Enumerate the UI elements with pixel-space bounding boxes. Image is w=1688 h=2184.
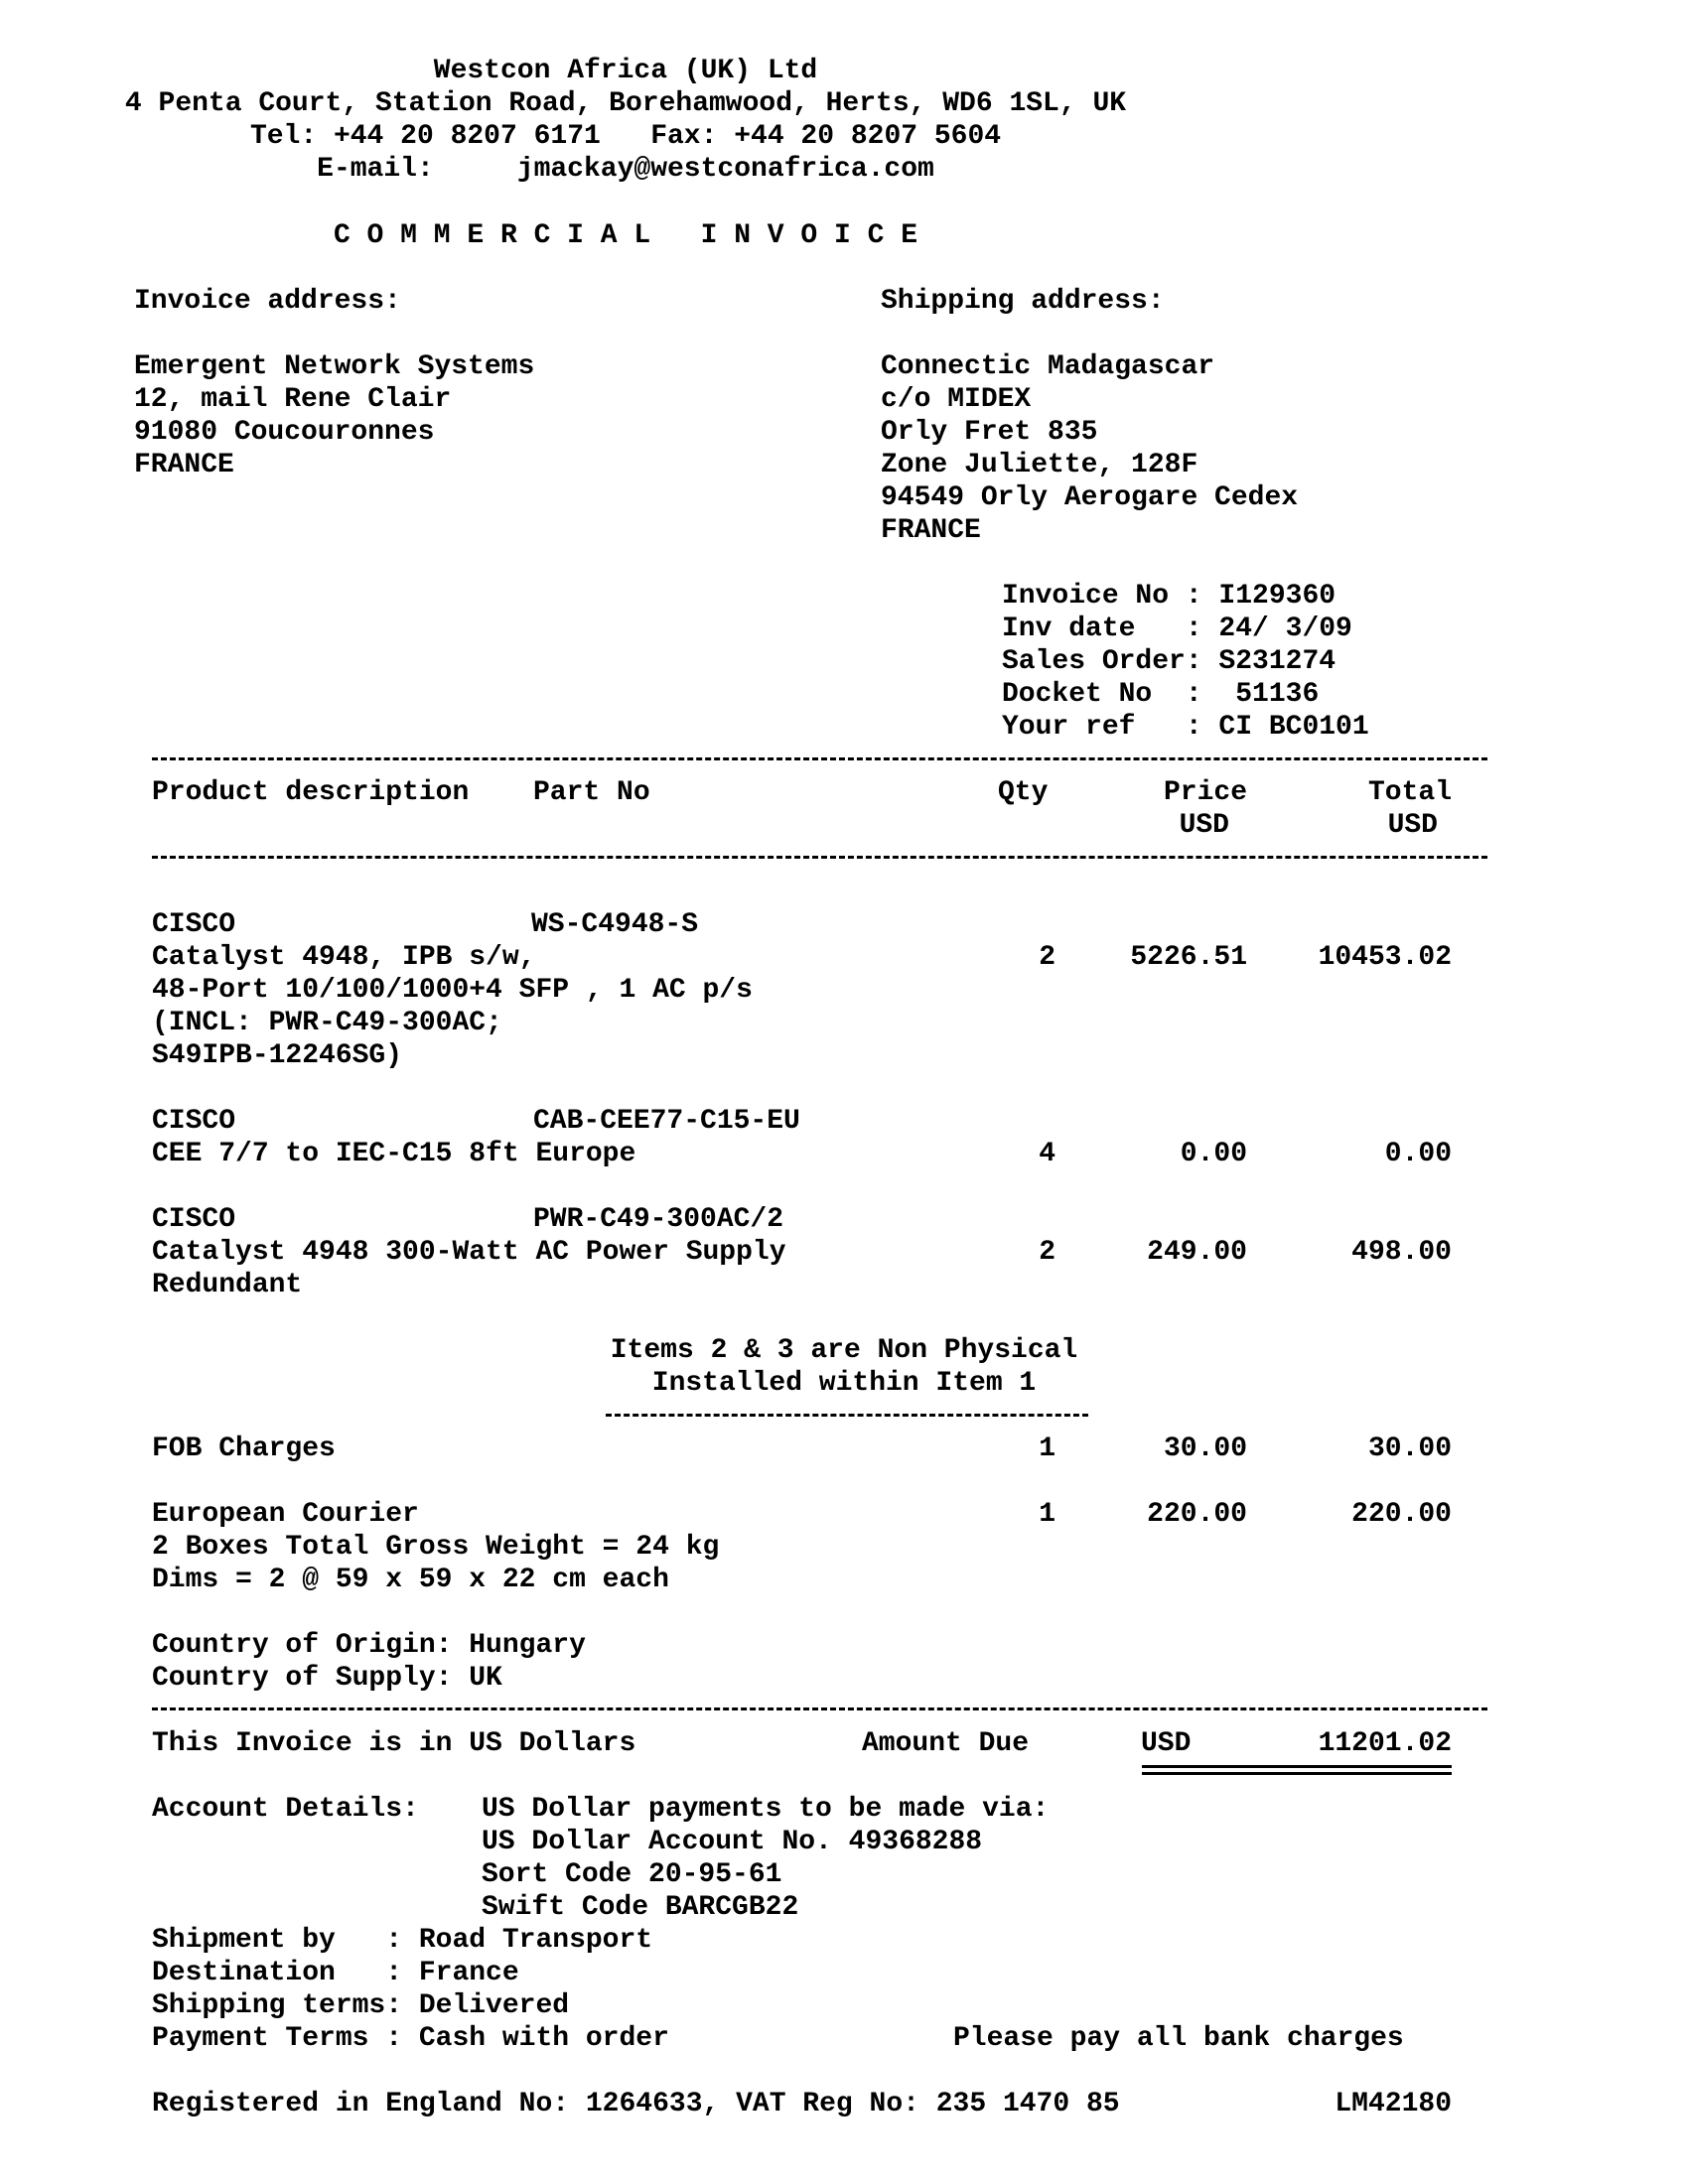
- shipping-terms: Shipping terms: Delivered: [152, 1990, 570, 2021]
- item-brand: CISCO: [152, 1204, 236, 1235]
- item-part-number: PWR-C49-300AC/2: [533, 1204, 784, 1235]
- amount-due-value: 11201.02: [1318, 1728, 1452, 1759]
- item-price: 249.00: [1147, 1237, 1247, 1268]
- sales-order: Sales Order: S231274: [1002, 646, 1336, 677]
- column-header-price-unit: USD: [1179, 810, 1229, 841]
- invoice-address-line: 12, mail Rene Clair: [134, 384, 452, 415]
- account-detail-line: Swift Code BARCGB22: [482, 1892, 799, 1923]
- item-brand: CISCO: [152, 909, 236, 940]
- item-brand: CISCO: [152, 1106, 236, 1137]
- column-header-total-unit: USD: [1387, 810, 1438, 841]
- item-detail-line: 48-Port 10/100/1000+4 SFP , 1 AC p/s: [152, 975, 753, 1006]
- item-total: 0.00: [1384, 1139, 1452, 1169]
- item-part-number: WS-C4948-S: [531, 909, 699, 940]
- amount-due-label: Amount Due: [862, 1728, 1030, 1759]
- charge-total: 220.00: [1351, 1499, 1452, 1530]
- account-detail-line: US Dollar payments to be made via:: [482, 1794, 1050, 1825]
- charge-qty: 1: [1039, 1499, 1055, 1530]
- charge-qty: 1: [1039, 1433, 1055, 1464]
- company-phones: Tel: +44 20 8207 6171 Fax: +44 20 8207 5604: [249, 121, 1002, 152]
- charge-total: 30.00: [1367, 1433, 1452, 1464]
- invoice-number: Invoice No : I129360: [1002, 581, 1336, 612]
- docket-number: Docket No : 51136: [1002, 679, 1320, 710]
- destination: Destination : France: [152, 1958, 519, 1988]
- account-detail-line: US Dollar Account No. 49368288: [482, 1827, 983, 1857]
- column-header-description: Product description: [152, 777, 470, 808]
- account-detail-line: Sort Code 20-95-61: [482, 1859, 782, 1890]
- document-title: C O M M E R C I A L I N V O I C E: [333, 220, 918, 251]
- your-ref: Your ref : CI BC0101: [1002, 712, 1369, 743]
- shipping-address-line: Connectic Madagascar: [881, 351, 1215, 382]
- column-header-price: Price: [1163, 777, 1247, 808]
- registration-info: Registered in England No: 1264633, VAT Reg No: 235 1470 85: [152, 2089, 1120, 2119]
- item-qty: 2: [1039, 942, 1055, 973]
- item-detail-line: (INCL: PWR-C49-300AC;: [152, 1008, 502, 1038]
- note-underline: [606, 1414, 1088, 1417]
- item-detail-line: Redundant: [152, 1270, 303, 1300]
- column-header-total: Total: [1367, 777, 1452, 808]
- invoice-address-heading: Invoice address:: [134, 286, 401, 317]
- invoice-address-line: 91080 Coucouronnes: [134, 417, 435, 448]
- charge-detail-line: 2 Boxes Total Gross Weight = 24 kg: [152, 1532, 720, 1563]
- bank-charges-note: Please pay all bank charges: [953, 2023, 1404, 2054]
- company-email: E-mail: jmackay@westconafrica.com: [317, 154, 934, 185]
- shipping-address-line: Zone Juliette, 128F: [881, 450, 1198, 480]
- company-address: 4 Penta Court, Station Road, Borehamwood, Herts, WD6 1SL, UK: [124, 88, 1127, 119]
- invoice-date: Inv date : 24/ 3/09: [1002, 614, 1352, 644]
- charge-price: 30.00: [1163, 1433, 1247, 1464]
- shipment-by: Shipment by : Road Transport: [152, 1925, 653, 1956]
- item-price: 5226.51: [1130, 942, 1247, 973]
- account-details-label: Account Details:: [152, 1794, 419, 1825]
- item-price: 0.00: [1180, 1139, 1247, 1169]
- currency-note: This Invoice is in US Dollars: [152, 1728, 636, 1759]
- charge-price: 220.00: [1147, 1499, 1247, 1530]
- item-part-number: CAB-CEE77-C15-EU: [533, 1106, 800, 1137]
- shipping-address-heading: Shipping address:: [881, 286, 1165, 317]
- divider: [152, 1707, 1487, 1710]
- item-total: 498.00: [1351, 1237, 1452, 1268]
- amount-double-underline: [1142, 1765, 1452, 1775]
- invoice-address-line: FRANCE: [134, 450, 234, 480]
- title-dots-left: [136, 256, 513, 264]
- item-detail-line: S49IPB-12246SG): [152, 1040, 403, 1071]
- country-of-origin: Country of Origin: Hungary: [152, 1630, 586, 1661]
- payment-terms: Payment Terms : Cash with order: [152, 2023, 669, 2054]
- item-qty: 4: [1039, 1139, 1055, 1169]
- title-dots-right: [1114, 256, 1526, 264]
- shipping-address-line: 94549 Orly Aerogare Cedex: [881, 482, 1299, 513]
- item-description: Catalyst 4948 300-Watt AC Power Supply: [152, 1237, 786, 1268]
- shipping-address-line: Orly Fret 835: [881, 417, 1098, 448]
- charge-description: European Courier: [152, 1499, 419, 1530]
- shipping-address-line: c/o MIDEX: [881, 384, 1032, 415]
- country-of-supply: Country of Supply: UK: [152, 1663, 502, 1694]
- note-line: Items 2 & 3 are Non Physical: [610, 1335, 1078, 1366]
- item-description: CEE 7/7 to IEC-C15 8ft Europe: [152, 1139, 636, 1169]
- column-header-qty: Qty: [998, 777, 1049, 808]
- charge-description: FOB Charges: [152, 1433, 336, 1464]
- note-line: Installed within Item 1: [651, 1368, 1037, 1399]
- divider: [152, 757, 1487, 760]
- amount-due-currency: USD: [1141, 1728, 1192, 1759]
- item-total: 10453.02: [1318, 942, 1452, 973]
- document-reference: LM42180: [1335, 2089, 1452, 2119]
- company-name: Westcon Africa (UK) Ltd: [433, 56, 818, 86]
- divider: [152, 856, 1487, 859]
- invoice-address-line: Emergent Network Systems: [134, 351, 535, 382]
- charge-detail-line: Dims = 2 @ 59 x 59 x 22 cm each: [152, 1565, 669, 1595]
- item-description: Catalyst 4948, IPB s/w,: [152, 942, 536, 973]
- column-header-part: Part No: [533, 777, 650, 808]
- shipping-address-line: FRANCE: [881, 515, 981, 546]
- item-qty: 2: [1039, 1237, 1055, 1268]
